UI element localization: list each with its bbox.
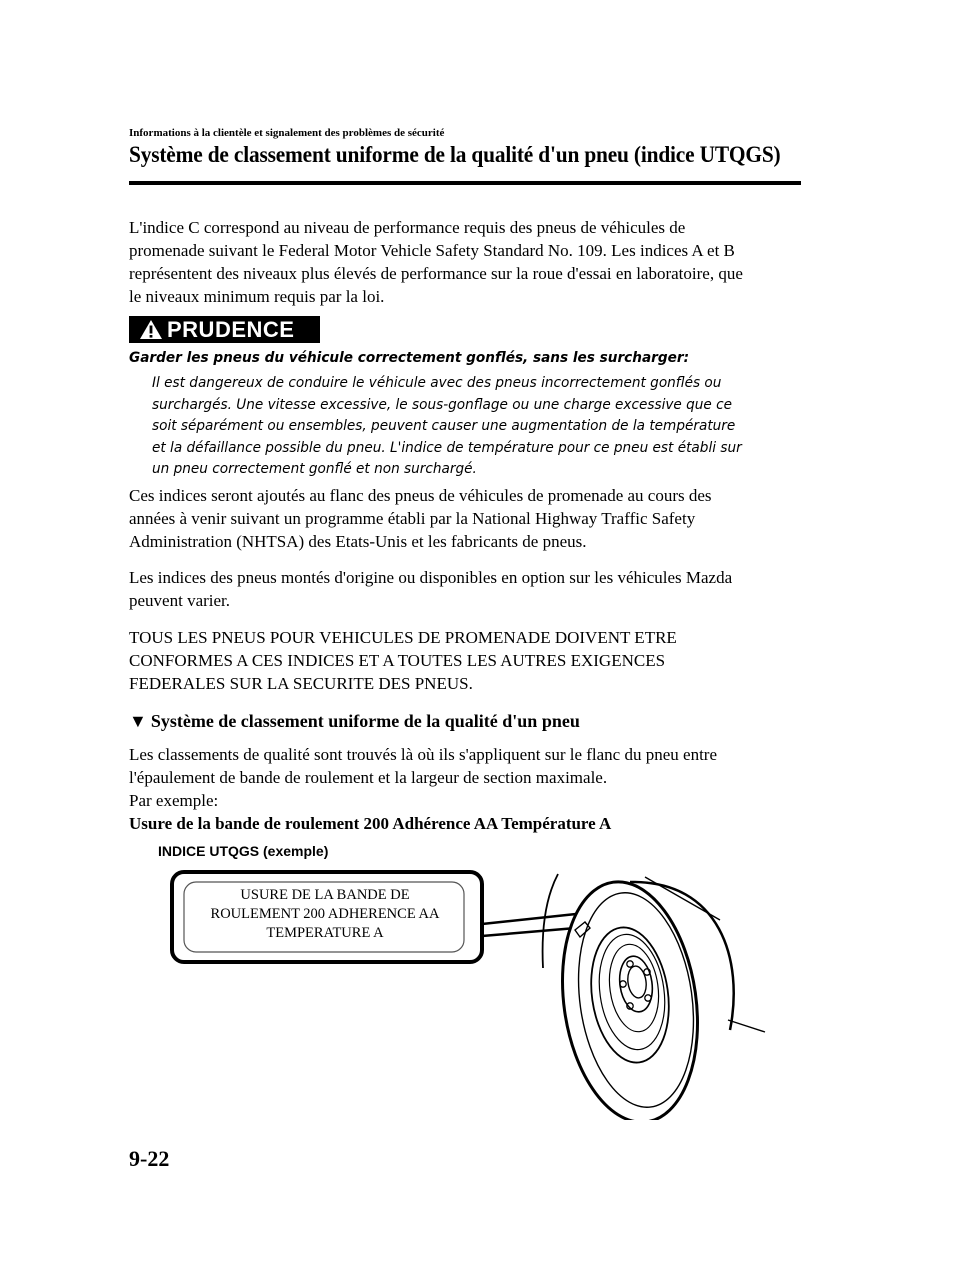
subsection-title: Système de classement uniforme de la qualité d'un pneu <box>150 711 580 731</box>
caution-title: Garder les pneus du véhicule correctement gonflés, sans les surcharger: <box>129 350 690 366</box>
text-line: l'épaulement de bande de roulement et la largeur de section maximale. <box>129 768 608 787</box>
subsection-heading <box>129 711 580 732</box>
text-line: surchargés. Une vitesse excessive, le sous-gonflage ou une charge excessive que ce <box>152 396 733 413</box>
caution-badge <box>129 316 320 343</box>
paragraph-requirements <box>129 626 809 695</box>
text-line: TOUS LES PNEUS POUR VEHICULES DE PROMENADE DOIVENT ETRE <box>129 628 677 647</box>
intro-paragraph <box>129 216 809 308</box>
text-line: Les classements de qualité sont trouvés là où ils s'appliquent sur le flanc du pneu entre <box>129 745 717 764</box>
text-line: Les indices des pneus montés d'origine ou disponibles en option sur les véhicules Mazda <box>129 568 733 587</box>
text-line: années à venir suivant un programme établi par la National Highway Traffic Safety <box>129 509 696 528</box>
text-line: Par exemple: <box>129 791 219 810</box>
text-line: peuvent varier. <box>129 591 231 610</box>
section-label: Informations à la clientèle et signalement des problèmes de sécurité <box>129 127 445 139</box>
callout-text <box>185 886 465 943</box>
paragraph-example <box>129 743 809 835</box>
text-line: et la défaillance possible du pneu. L'indice de température pour ce pneu est établi sur <box>152 439 742 456</box>
callout-line: ROULEMENT 200 ADHERENCE AA <box>210 906 440 922</box>
caution-body <box>152 373 801 481</box>
page-title: Système de classement uniforme de la qualité d'un pneu (indice UTQGS) <box>129 142 781 167</box>
text-line: CONFORMES A CES INDICES ET A TOUTES LES AUTRES EXIGENCES <box>129 651 666 670</box>
text-line: un pneu correctement gonflé et non surchargé. <box>152 461 477 477</box>
text-line: soit séparément ou ensembles, peuvent causer une augmentation de la température <box>152 418 736 434</box>
title-divider <box>129 181 801 185</box>
text-line: Ces indices seront ajoutés au flanc des pneus de véhicules de promenade au cours des <box>129 486 712 505</box>
text-line: FEDERALES SUR LA SECURITE DES PNEUS. <box>129 674 473 693</box>
callout-line: USURE DE LA BANDE DE <box>240 887 410 903</box>
text-line: L'indice C correspond au niveau de performance requis des pneus de véhicules de <box>129 218 686 237</box>
warning-triangle-icon <box>139 319 163 340</box>
triangle-marker-icon: ▼ <box>129 711 147 731</box>
caution-label: PRUDENCE <box>167 317 295 342</box>
text-line: représentent des niveaux plus élevés de performance sur la roue d'essai en laboratoire, que <box>129 264 743 283</box>
text-line: le niveaux minimum requis par la loi. <box>129 287 385 306</box>
page-number: 9-22 <box>129 1146 170 1171</box>
text-line: promenade suivant le Federal Motor Vehicle Safety Standard No. 109. Les indices A et B <box>129 241 735 260</box>
paragraph-indices <box>129 484 809 553</box>
text-line: Il est dangereux de conduire le véhicule avec des pneus incorrectement gonflés ou <box>152 375 722 391</box>
paragraph-options <box>129 566 809 612</box>
callout-line: TEMPERATURE A <box>266 925 384 941</box>
example-grade-line: Usure de la bande de roulement 200 Adhérence AA Température A <box>129 814 612 833</box>
figure-caption: INDICE UTQGS (exemple) <box>158 843 329 859</box>
text-line: Administration (NHTSA) des Etats-Unis et les fabricants de pneus. <box>129 532 587 551</box>
